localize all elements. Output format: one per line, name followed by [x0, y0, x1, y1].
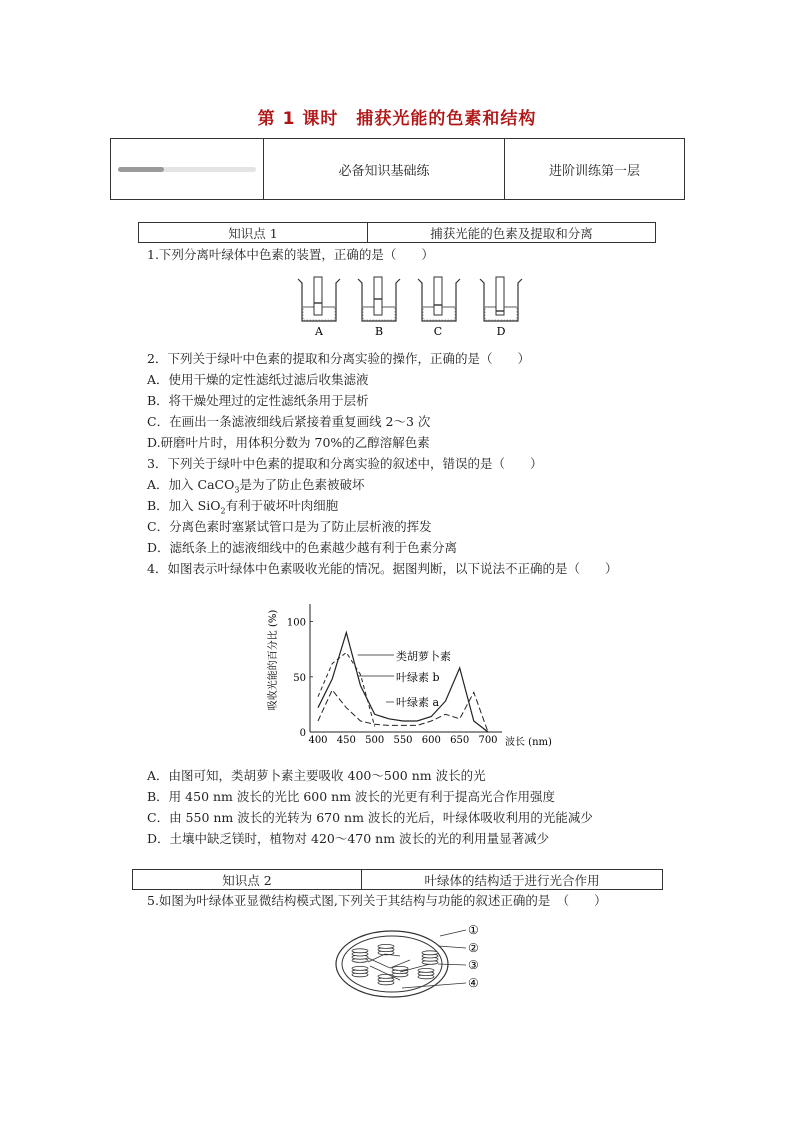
thylakoid [352, 949, 368, 953]
q4-option-b: B．用 450 nm 波长的光比 600 nm 波长的光更有利于提高光合作用强度 [147, 789, 556, 804]
q2-stem: 2．下列关于绿叶中色素的提取和分离实验的操作，正确的是（ ） [147, 351, 530, 366]
q4-stem: 4．如图表示叶绿体中色素吸收光能的情况。据图判断，以下说法不正确的是（ ） [147, 561, 618, 576]
thylakoid [392, 966, 408, 970]
x-tick-label: 600 [421, 735, 441, 746]
filter-paper-strip [496, 277, 504, 315]
thylakoid [352, 966, 368, 970]
progress-bar [118, 167, 256, 172]
q3-option-b: B．加入 SiO$_2$有利于破坏叶肉细胞 [147, 498, 339, 516]
q1-label-c: C [433, 325, 443, 338]
q2-option-d: D.研磨叶片时，用体积分数为 70%的乙醇溶解色素 [147, 435, 430, 450]
kp1-label: 知识点 1 [139, 223, 368, 242]
x-tick-label: 650 [450, 735, 470, 746]
q2-option-b: B．将干燥处理过的定性滤纸条用于层析 [147, 393, 369, 408]
filter-paper-strip [314, 277, 322, 315]
diagram-label-4: ④ [468, 976, 479, 990]
diagram-label-2: ② [468, 941, 479, 955]
section-header-table [110, 138, 685, 200]
q5-stem: 5.如图为叶绿体亚显微结构模式图,下列关于其结构与功能的叙述正确的是 （ ） [147, 893, 607, 908]
q4-option-d: D．土壤中缺乏镁时，植物对 420～470 nm 波长的光的利用量显著减少 [147, 831, 550, 846]
q1-stem: 1.下列分离叶绿体中色素的装置，正确的是（ ） [147, 247, 434, 262]
q3-stem: 3．下列关于绿叶中色素的提取和分离实验的叙述中，错误的是（ ） [147, 456, 543, 471]
page-title: 第 1 课时 捕获光能的色素和结构 [257, 109, 537, 129]
q3-option-a: A．加入 CaCO$_3$是为了防止色素被破坏 [147, 477, 365, 495]
granum-5 [418, 968, 434, 978]
thylakoid [422, 951, 438, 955]
knowledge-point-1-box [138, 222, 656, 243]
header-col2: 必备知识基础练 [264, 139, 505, 199]
beaker-b [358, 277, 400, 321]
q3-option-c: C．分离色素时塞紧试管口是为了防止层析液的挥发 [147, 519, 432, 534]
absorption-chart [262, 596, 562, 756]
q1-label-d: D [496, 325, 506, 338]
q2-option-a: A．使用干燥的定性滤纸过滤后收集滤液 [147, 372, 369, 387]
q1-label-a: A [315, 325, 323, 338]
x-tick-label: 700 [478, 735, 498, 746]
granum-2 [422, 951, 438, 965]
filter-paper-strip [434, 277, 442, 315]
q2-option-c: C．在画出一条滤液细线后紧接着重复画线 2～3 次 [147, 414, 431, 429]
progress-cell [111, 139, 264, 199]
granum-0 [352, 949, 368, 963]
filter-paper-strip [374, 277, 382, 315]
q1-label-b: B [374, 325, 384, 338]
beaker-d [480, 277, 522, 321]
q4-option-c: C．由 550 nm 波长的光转为 670 nm 波长的光后，叶绿体吸收利用的光能减少 [147, 810, 593, 825]
x-tick-label: 400 [308, 735, 328, 746]
chart-ylabel: 吸收光能的百分比 (%) [268, 609, 279, 711]
chart-xlabel: 波长 (nm) [505, 737, 552, 748]
legend-chl-a: 叶绿素 a [396, 696, 440, 709]
knowledge-point-2-box [132, 869, 663, 890]
q4-option-a: A．由图可知，类胡萝卜素主要吸收 400～500 nm 波长的光 [147, 768, 486, 783]
legend-carotenoid: 类胡萝卜素 [396, 650, 451, 663]
thylakoid [418, 968, 434, 972]
diagram-label-1: ① [468, 923, 479, 937]
x-tick-label: 550 [393, 735, 413, 746]
kp2-label: 知识点 2 [133, 870, 362, 889]
kp2-topic: 叶绿体的结构适于进行光合作用 [424, 872, 600, 888]
diagram-label-3: ③ [468, 958, 479, 972]
beaker-a [298, 277, 340, 321]
thylakoid [378, 944, 394, 948]
kp1-topic: 捕获光能的色素及提取和分离 [430, 225, 593, 241]
grana [352, 944, 438, 984]
chart-axes [287, 604, 502, 746]
header-col3: 进阶训练第一层 [548, 163, 640, 179]
x-tick-label: 500 [365, 735, 385, 746]
y-tick-label: 0 [299, 728, 306, 739]
q1-apparatus-figure [290, 275, 540, 345]
y-tick-label: 50 [293, 672, 306, 684]
q3-option-d: D．滤纸条上的滤液细线中的色素越少越有利于色素分离 [147, 540, 458, 555]
x-tick-label: 450 [336, 735, 356, 746]
granum-1 [378, 944, 394, 954]
chloroplast-diagram [330, 920, 490, 1010]
granum-6 [352, 966, 368, 976]
beaker-c [418, 277, 460, 321]
progress-bar-fill [118, 167, 164, 172]
legend-chl-b: 叶绿素 b [396, 671, 440, 684]
y-tick-label: 100 [286, 617, 306, 629]
